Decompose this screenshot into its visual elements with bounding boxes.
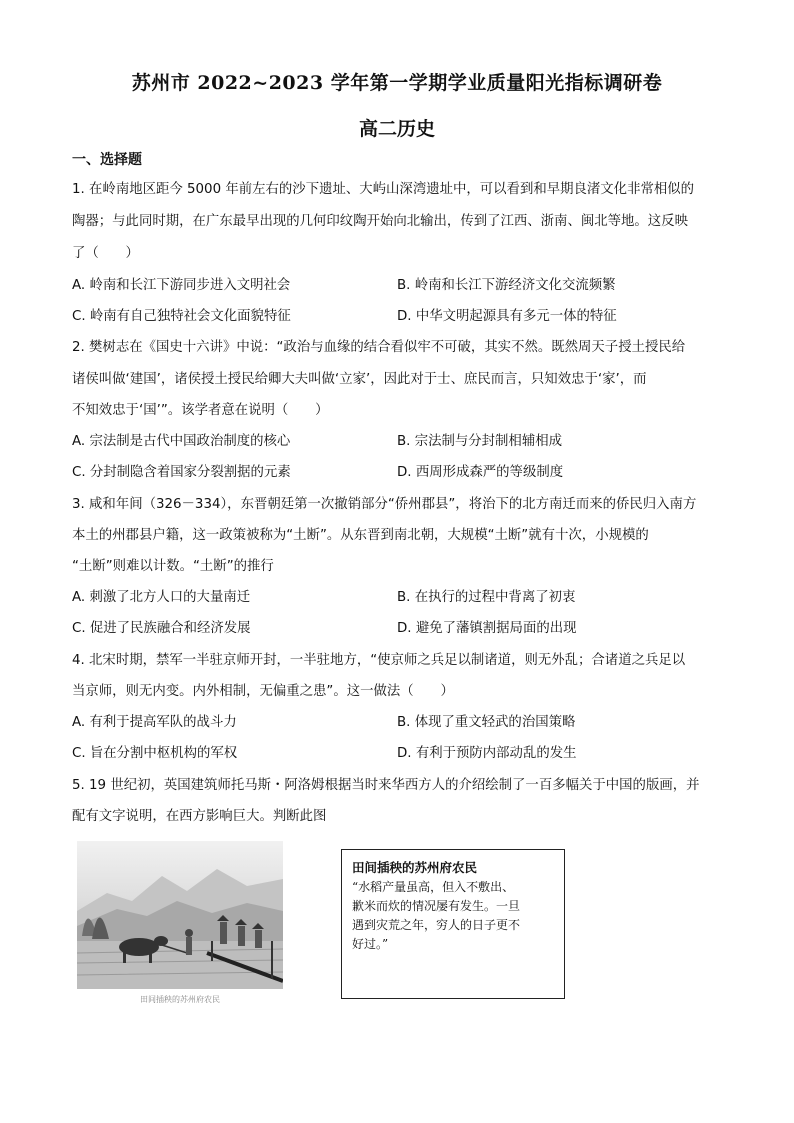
q4-line-2: 当京师，则无内变。内外相制，无偏重之患”。这一做法（ ） — [72, 684, 454, 699]
q4-option-a[interactable]: A. 有利于提高军队的战斗力 — [72, 715, 237, 730]
q3-line-3: “土断”则难以计数。“土断”的推行 — [72, 559, 274, 574]
exam-subject: 高二历史 — [358, 118, 435, 140]
q4-option-c[interactable]: C. 旨在分割中枢机构的军权 — [72, 746, 238, 761]
q1-line-3: 了（ ） — [72, 246, 139, 261]
quote-box-title: 田间插秧的苏州府农民 — [352, 860, 478, 875]
rice-planting-illustration — [77, 841, 283, 989]
quote-line-1: “水稻产量虽高，但入不敷出、 — [352, 880, 515, 894]
q1-option-b[interactable]: B. 岭南和长江下游经济文化交流频繁 — [397, 278, 616, 293]
q5-line-2: 配有文字说明，在西方影响巨大。判断此图 — [72, 809, 327, 824]
q2-option-b[interactable]: B. 宗法制与分封制相辅相成 — [397, 434, 562, 449]
q2-line-2: 诸侯叫做‘建国’，诸侯授土授民给卿大夫叫做‘立家’，因此对于士、庶民而言，只知效忠于‘家’，而 — [72, 372, 647, 387]
section-heading: 一、选择题 — [72, 152, 142, 168]
q5-line-1: 5. 19 世纪初，英国建筑师托马斯・阿洛姆根据当时来华西方人的介绍绘制了一百多幅关于中国的版画，并 — [72, 778, 700, 793]
quote-box — [341, 849, 565, 999]
image-caption: 田间插秧的苏州府农民 — [140, 995, 220, 1004]
quote-line-3: 遇到灾荒之年，穷人的日子更不 — [352, 918, 521, 932]
q3-option-b[interactable]: B. 在执行的过程中背离了初衷 — [397, 590, 576, 605]
q2-option-a[interactable]: A. 宗法制是古代中国政治制度的核心 — [72, 434, 291, 449]
q1-option-d[interactable]: D. 中华文明起源具有多元一体的特征 — [397, 309, 617, 324]
q1-option-c[interactable]: C. 岭南有自己独特社会文化面貌特征 — [72, 309, 291, 324]
q3-line-1: 3. 咸和年间（326－334），东晋朝廷第一次撤销部分“侨州郡县”，将治下的北方南迁而来的侨民归入南方 — [72, 497, 697, 512]
q3-option-c[interactable]: C. 促进了民族融合和经济发展 — [72, 621, 251, 636]
q4-option-d[interactable]: D. 有利于预防内部动乱的发生 — [397, 746, 577, 761]
quote-line-4: 好过。” — [352, 937, 389, 951]
q4-option-b[interactable]: B. 体现了重文轻武的治国策略 — [397, 715, 576, 730]
quote-line-2: 歉米而炊的情况屡有发生。一旦 — [352, 899, 521, 913]
q1-line-2: 陶器；与此同时期，在广东最早出现的几何印纹陶开始向北输出，传到了江西、浙南、闽北等地。这反映 — [72, 214, 688, 229]
q3-line-2: 本土的州郡县户籍，这一政策被称为“土断”。从东晋到南北朝，大规模“土断”就有十次，小规模的 — [72, 528, 649, 543]
q3-option-d[interactable]: D. 避免了藩镇割据局面的出现 — [397, 621, 577, 636]
q1-line-1: 1. 在岭南地区距今 5000 年前左右的沙下遗址、大屿山深湾遗址中，可以看到和早期良渚文化非常相似的 — [72, 182, 695, 197]
q2-line-3: 不知效忠于‘国’”。该学者意在说明（ ） — [72, 403, 329, 418]
q1-option-a[interactable]: A. 岭南和长江下游同步进入文明社会 — [72, 278, 291, 293]
engraving-image — [77, 841, 283, 989]
q4-line-1: 4. 北宋时期，禁军一半驻京师开封，一半驻地方，“使京师之兵足以制诸道，则无外乱；合诸道之兵足以 — [72, 653, 686, 668]
q2-option-d[interactable]: D. 西周形成森严的等级制度 — [397, 465, 564, 480]
q2-option-c[interactable]: C. 分封制隐含着国家分裂割据的元素 — [72, 465, 291, 480]
q2-line-1: 2. 樊树志在《国史十六讲》中说：“政治与血缘的结合看似牢不可破，其实不然。既然周天子授土授民给 — [72, 340, 686, 355]
q3-option-a[interactable]: A. 刺激了北方人口的大量南迁 — [72, 590, 251, 605]
exam-title: 苏州市 2022~2023 学年第一学期学业质量阳光指标调研卷 — [131, 72, 663, 94]
